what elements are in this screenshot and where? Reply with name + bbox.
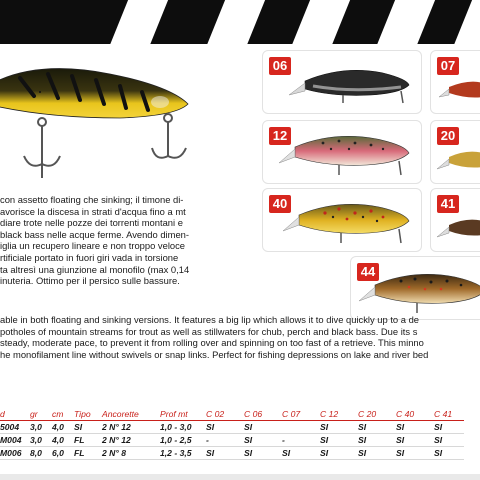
variant-panel-40[interactable] (262, 188, 422, 252)
lure-black-silver-image (283, 59, 419, 107)
description-english (0, 314, 480, 360)
table-cell: 2 N° 12 (102, 421, 160, 434)
spec-table-header-row (0, 407, 464, 421)
table-cell: SI (320, 447, 358, 460)
column-header: C 07 (282, 407, 320, 421)
column-header: C 20 (358, 407, 396, 421)
lure-rainbow-trout-image (273, 127, 419, 179)
table-cell: 1,2 - 3,5 (160, 447, 206, 460)
table-cell: 4,0 (52, 421, 74, 434)
description-line: con assetto floating che sinking; il timone di- (0, 194, 184, 205)
column-header: C 12 (320, 407, 358, 421)
table-cell: SI (434, 434, 464, 447)
column-header: Tipo (74, 407, 102, 421)
variant-code-badge: 07 (437, 57, 459, 75)
table-cell: SI (206, 447, 244, 460)
table-cell: 6,0 (52, 447, 74, 460)
table-cell: SI (358, 421, 396, 434)
table-cell: SI (74, 421, 102, 434)
description-line: iglia un recupero lineare e non troppo veloce (0, 240, 186, 252)
hero-lure-image (0, 52, 215, 192)
table-cell: 8,0 (30, 447, 52, 460)
header-bar (0, 0, 480, 44)
table-cell: SI (434, 421, 464, 434)
lure-partial-image (439, 75, 480, 109)
lure-brown-trout-image (351, 265, 480, 315)
column-header: C 06 (244, 407, 282, 421)
table-cell: SI (396, 447, 434, 460)
variant-panel-44[interactable] (350, 256, 480, 320)
description-line: ta altresì una giunzione al monofilo (max 0,14 (0, 263, 190, 275)
table-cell: 4,0 (52, 434, 74, 447)
table-cell: SI (244, 421, 282, 434)
table-cell: M004 (0, 434, 30, 447)
variant-code-badge: 12 (269, 127, 291, 145)
column-header: C 02 (206, 407, 244, 421)
column-header: d (0, 407, 30, 421)
description-line: avorisce la discesa in strati d'acqua fino a mt (0, 205, 186, 217)
variant-panel-41[interactable] (430, 188, 480, 252)
description-line: black bass nelle acque ferme. Avendo dimen- (0, 228, 190, 240)
variant-panel-06[interactable] (262, 50, 422, 114)
table-cell: SI (396, 434, 434, 447)
lure-yellow-spotted-image (277, 195, 419, 247)
lure-partial-image (437, 215, 480, 245)
description-line: diare trote nelle pozze dei torrenti montani e (0, 217, 183, 229)
spec-table (0, 407, 464, 460)
variant-panel-12[interactable] (262, 120, 422, 184)
table-cell: M006 (0, 447, 30, 460)
description-line: rtificiale portato in fuori giri vada in torsione (0, 251, 179, 263)
table-cell: - (206, 434, 244, 447)
table-cell: SI (244, 447, 282, 460)
header-stripe (371, 0, 439, 44)
lure-partial-image (437, 147, 480, 177)
table-cell (282, 421, 320, 434)
table-cell: 3,0 (30, 421, 52, 434)
table-cell: SI (396, 421, 434, 434)
variant-code-badge: 41 (437, 195, 459, 213)
header-stripe (201, 0, 269, 44)
variant-code-badge: 06 (269, 57, 291, 75)
header-stripe (104, 0, 172, 44)
variant-code-badge: 20 (437, 127, 459, 145)
variant-panel-07[interactable] (430, 50, 480, 114)
table-row (0, 421, 464, 434)
variant-code-badge: 44 (357, 263, 379, 281)
table-cell: SI (358, 434, 396, 447)
description-line: steady, moderate pace, to prevent it from rolling over and spinning on too fast of a retrieve. This minno (0, 337, 424, 349)
description-line: able in both floating and sinking versions. It features a big lip which allows it to dive quickly up to a de (0, 314, 419, 325)
variant-panel-20[interactable] (430, 120, 480, 184)
column-header: cm (52, 407, 74, 421)
table-cell: 3,0 (30, 434, 52, 447)
table-cell: FL (74, 434, 102, 447)
table-cell: SI (206, 421, 244, 434)
description-italian (0, 194, 212, 287)
table-cell: 1,0 - 2,5 (160, 434, 206, 447)
column-header: C 40 (396, 407, 434, 421)
table-row (0, 434, 464, 447)
footer-band (0, 474, 480, 480)
header-stripe (286, 0, 354, 44)
table-cell: SI (358, 447, 396, 460)
variant-code-badge: 40 (269, 195, 291, 213)
column-header: Ancorette (102, 407, 160, 421)
description-line: potholes of mountain streams for trout as well as stillwaters for chub, perch and black bass. Due its s (0, 325, 418, 337)
table-cell: SI (434, 447, 464, 460)
table-cell: SI (282, 447, 320, 460)
column-header: Prof mt (160, 407, 206, 421)
column-header: gr (30, 407, 52, 421)
table-cell: 5004 (0, 421, 30, 434)
header-stripe (448, 0, 480, 44)
table-cell: SI (320, 421, 358, 434)
table-cell: SI (320, 434, 358, 447)
table-cell: 1,0 - 3,0 (160, 421, 206, 434)
description-line: he monofilament line without swivels or snap links. Perfect for fishing depressions on lake and river bed (0, 348, 429, 360)
table-cell: 2 N° 8 (102, 447, 160, 460)
table-cell: SI (244, 434, 282, 447)
description-line: inuteria. Ottimo per il persico sulle bassure. (0, 275, 180, 287)
table-cell: - (282, 434, 320, 447)
table-cell: FL (74, 447, 102, 460)
table-cell: 2 N° 12 (102, 434, 160, 447)
table-row (0, 447, 464, 460)
column-header: C 41 (434, 407, 464, 421)
